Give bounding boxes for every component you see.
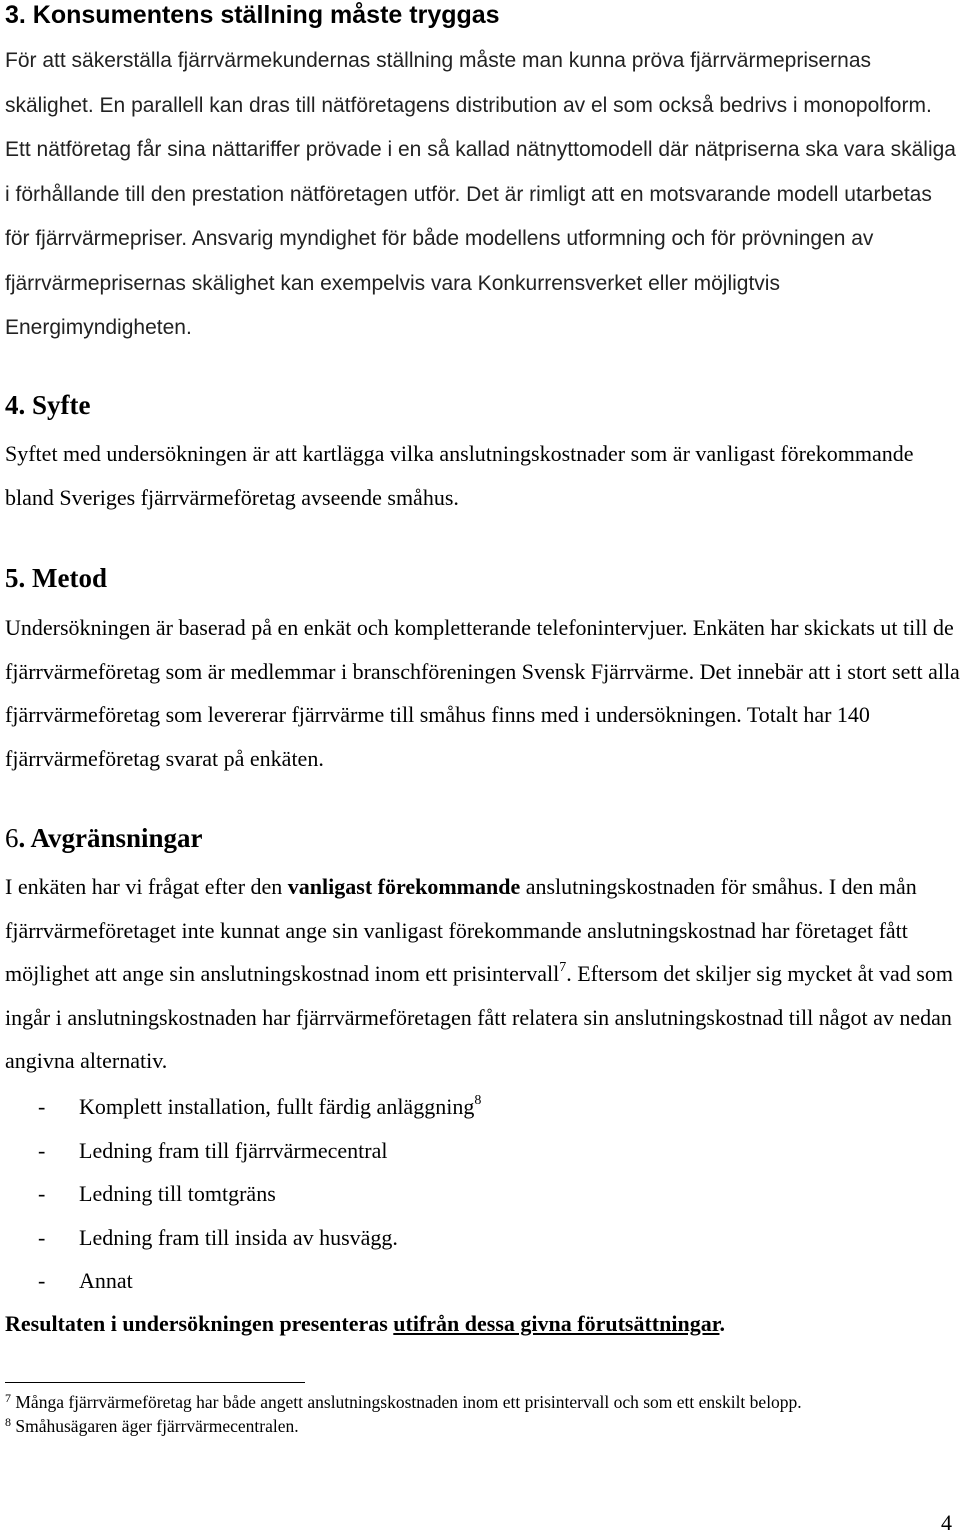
- list-item: - Ledning fram till insida av husvägg.: [38, 1224, 398, 1250]
- footnote-ref-8: 8: [474, 1093, 482, 1108]
- section-6-emphasis: vanligast förekommande: [287, 874, 521, 899]
- results-underlined: utifrån dessa givna förutsättningar: [393, 1311, 720, 1336]
- list-item: - Annat: [38, 1268, 133, 1293]
- section-3-heading: 3. Konsumentens ställning måste tryggas: [5, 1, 500, 29]
- section-4-paragraph: Syftet med undersökningen är att kartlägga vilka anslutningskostnader som är vanligast förekommande bland Sveriges fjärrvärmeföretag avseende småhus.: [5, 441, 914, 510]
- section-3-paragraph: [5, 38, 960, 350]
- section-6-number: 6: [5, 823, 19, 853]
- footnotes: [5, 1390, 945, 1438]
- section-6-title: . Avgränsningar: [18, 823, 203, 853]
- section-6-text-c: . Eftersom det skiljer sig mycket åt vad som ingår i anslutningskostnaden har fjärrvärmeföretagen fått relatera sin anslutningskostnad till något av nedan angivna alternativ.: [5, 961, 953, 1073]
- section-6-text-a: I enkäten har vi frågat efter den: [5, 874, 288, 899]
- footnote-ref-7: 7: [559, 960, 567, 975]
- section-6-heading: [5, 823, 203, 854]
- list-item: - Ledning till tomtgräns: [38, 1181, 276, 1206]
- section-5-heading: 5. Metod: [5, 563, 107, 593]
- footnote-8: $^8$ Småhusägaren äger fjärrvärmecentralen.: [5, 1415, 299, 1436]
- section-6-paragraph: [5, 865, 960, 1083]
- list-item: - Komplett installation, fullt färdig anläggning$^8$: [38, 1093, 482, 1119]
- results-statement: Resultaten i undersökningen presenteras utifrån dessa givna förutsättningar.: [5, 1311, 725, 1336]
- section-3-intro: För att säkerställa fjärrvärmekundernas ställning måste man kunna pröva fjärrvärmeprisernas skälighet. En parallell kan dras till nätföretagens distribution av el som också bedrivs i monopolform.: [5, 49, 932, 117]
- footnote-divider: [5, 1382, 305, 1383]
- section-5-paragraph: Undersökningen är baserad på en enkät och kompletterande telefonintervjuer. Enkäten har skickats ut till de fjärrvärmeföretag som är medlemmar i branschföreningen Svensk Fjärrvärme. Det innebär att i stort sett alla fjärrvärmeföretag som levererar fjärrvärme till småhus finns med i undersökningen. Totalt har 140 fjärrvärmeföretag svarat på enkäten.: [5, 615, 960, 771]
- section-6-text-b: anslutningskostnaden för småhus. I den mån fjärrvärmeföretaget inte kunnat ange sin vanligast förekommande anslutningskostnad har företaget fått möjlighet att ange sin anslutningskostnad inom ett prisintervall: [5, 874, 917, 986]
- alternatives-list: [38, 1085, 481, 1303]
- section-3-body: Ett nätföretag får sina nättariffer prövade i en så kallad nätnyttomodell där nätpriserna ska vara skäliga i förhållande till den prestation nätföretagen utför. Det är rimligt att en motsvarande modell utarbetas för fjärrvärmepriser. Ansvarig myndighet för både modellens utformning och för prövningen av fjärrvärmeprisernas skälighet kan exempelvis vara Konkurrensverket eller möjligtvis Energimyndigheten.: [5, 138, 956, 339]
- page-number: 4: [941, 1510, 952, 1535]
- footnote-7: $^7$ Många fjärrvärmeföretag har både angett anslutningskostnaden inom ett prisintervall och som ett enskilt belopp.: [5, 1391, 802, 1412]
- section-4-heading: 4. Syfte: [5, 390, 91, 420]
- list-item: - Ledning fram till fjärrvärmecentral: [38, 1137, 388, 1163]
